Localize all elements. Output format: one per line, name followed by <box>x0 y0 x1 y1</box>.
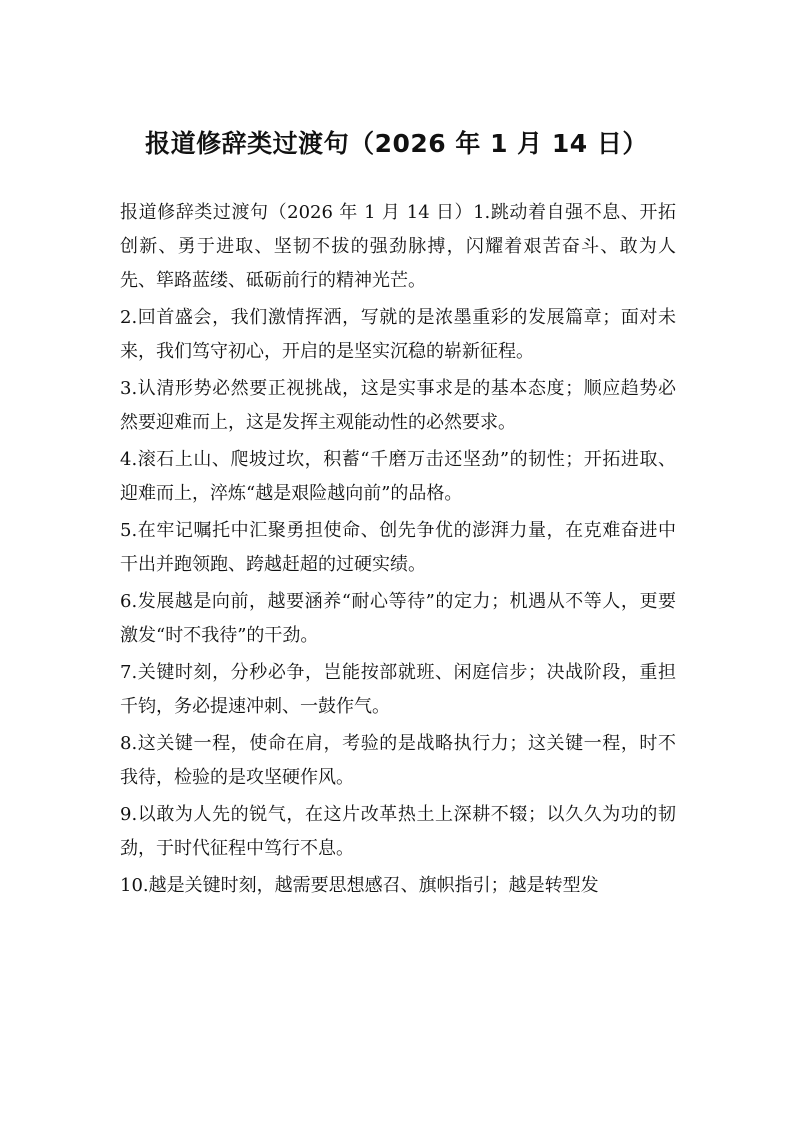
paragraph-5: 5.在牢记嘱托中汇聚勇担使命、创先争优的澎湃力量，在克难奋进中干出并跑领跑、跨越赶超的过硬实绩。 <box>120 520 676 575</box>
paragraph-7: 7.关键时刻，分秒必争，岂能按部就班、闲庭信步；决战阶段，重担千钧，务必提速冲刺、一鼓作气。 <box>120 662 676 717</box>
document-title: 报道修辞类过渡句（2026 年 1 月 14 日） <box>145 129 648 158</box>
paragraph-8: 8.这关键一程，使命在肩，考验的是战略执行力；这关键一程，时不我待，检验的是攻坚硬作风。 <box>120 733 676 788</box>
paragraph-10: 10.越是关键时刻，越需要思想感召、旗帜指引；越是转型发 <box>120 875 599 896</box>
paragraph-6: 6.发展越是向前，越要涵养“耐心等待”的定力；机遇从不等人，更要激发“时不我待”的干劲。 <box>120 591 676 646</box>
paragraph-9: 9.以敢为人先的锐气，在这片改革热土上深耕不辍；以久久为功的韧劲，于时代征程中笃行不息。 <box>120 804 676 859</box>
paragraph-1: 报道修辞类过渡句（2026 年 1 月 14 日）1.跳动着自强不息、开拓创新、勇于进取、坚韧不拔的强劲脉搏，闪耀着艰苦奋斗、敢为人先、筚路蓝缕、砥砺前行的精神光芒。 <box>120 202 676 291</box>
paragraph-2: 2.回首盛会，我们激情挥洒，写就的是浓墨重彩的发展篇章；面对未来，我们笃守初心，开启的是坚实沉稳的崭新征程。 <box>120 307 676 362</box>
document-body <box>120 196 676 906</box>
paragraph-4: 4.滚石上山、爬坡过坎，积蓄“千磨万击还坚劲”的韧性；开拓进取、迎难而上，淬炼“越是艰险越向前”的品格。 <box>120 449 676 504</box>
paragraph-3: 3.认清形势必然要正视挑战，这是实事求是的基本态度；顺应趋势必然要迎难而上，这是发挥主观能动性的必然要求。 <box>120 378 676 433</box>
